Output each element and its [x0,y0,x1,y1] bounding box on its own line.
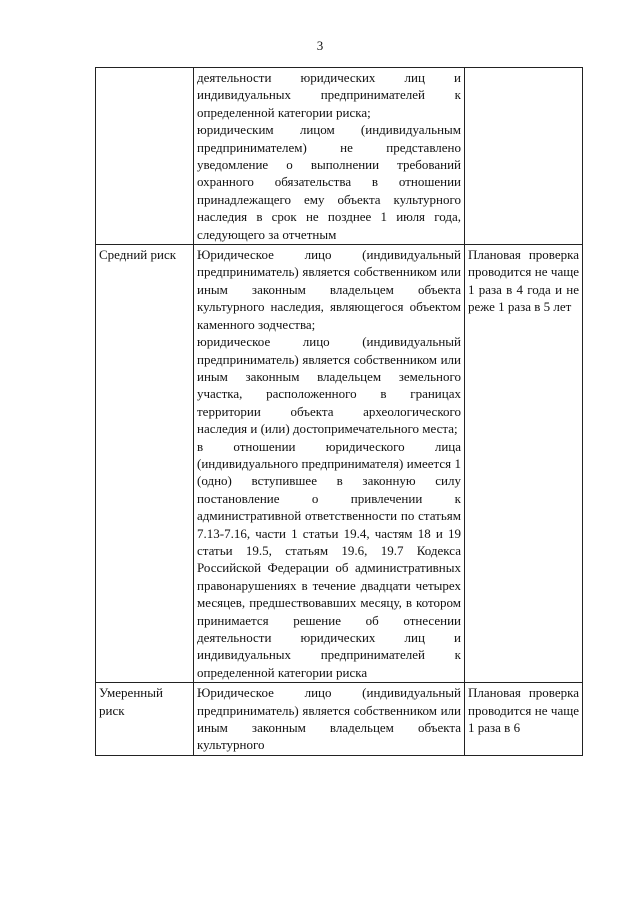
risk-category-table [95,67,583,756]
criteria-cell [194,683,465,756]
table-row [96,245,583,683]
inspection-frequency-cell [465,683,583,756]
criteria-cell [194,245,465,683]
inspection-frequency-text: Плановая проверка проводится не чаще 1 раза в 4 года и не реже 1 раза в 5 лет [468,247,579,315]
risk-category-cell [96,68,194,245]
criteria-paragraph: юридическим лицом (индивидуальным предпринимателем) не представлено уведомление о выполнении требований охранного обязательства в отношении принадлежащего ему объекта культурного наследия в срок не позднее 1 июля года, следующего за отчетным [197,122,461,242]
criteria-paragraph: юридическое лицо (индивидуальный предприниматель) является собственником или иным законным владельцем земельного участка, расположенного в границах территории объекта археологического наследия и (или) достопримечательного места; [197,334,461,437]
criteria-cell [194,68,465,245]
page-number: 3 [316,38,324,53]
table-row [96,683,583,756]
table-row [96,68,583,245]
inspection-frequency-cell [465,68,583,245]
inspection-frequency-text: Плановая проверка проводится не чаще 1 раза в 6 [468,685,579,736]
criteria-paragraph: Юридическое лицо (индивидуальный предприниматель) является собственником или иным законным владельцем объекта культурного [197,685,461,753]
criteria-paragraph: в отношении юридического лица (индивидуального предпринимателя) имеется 1 (одно) вступившее в законную силу постановление о привлечении к административной ответственности по статьям 7.13-7.16, части 1 статьи 19.4, частям 18 и 19 статьи 19.5, статьям 19.6, 19.7 Кодекса Российской Федерации об административных правонарушениях в течение двадцати четырех месяцев, предшествовавших месяцу, в котором принимается решение об отнесении деятельности юридических лиц и индивидуальных предпринимателей к определенной категории риска [197,438,461,680]
risk-category-cell: Умеренный риск [96,683,194,756]
risk-category-cell: Средний риск [96,245,194,683]
inspection-frequency-cell [465,245,583,683]
criteria-paragraph: деятельности юридических лиц и индивидуальных предпринимателей к определенной категории риска; [197,70,461,120]
criteria-paragraph: Юридическое лицо (индивидуальный предприниматель) является собственником или иным законным владельцем объекта культурного наследия, являющегося объектом каменного зодчества; [197,247,461,332]
